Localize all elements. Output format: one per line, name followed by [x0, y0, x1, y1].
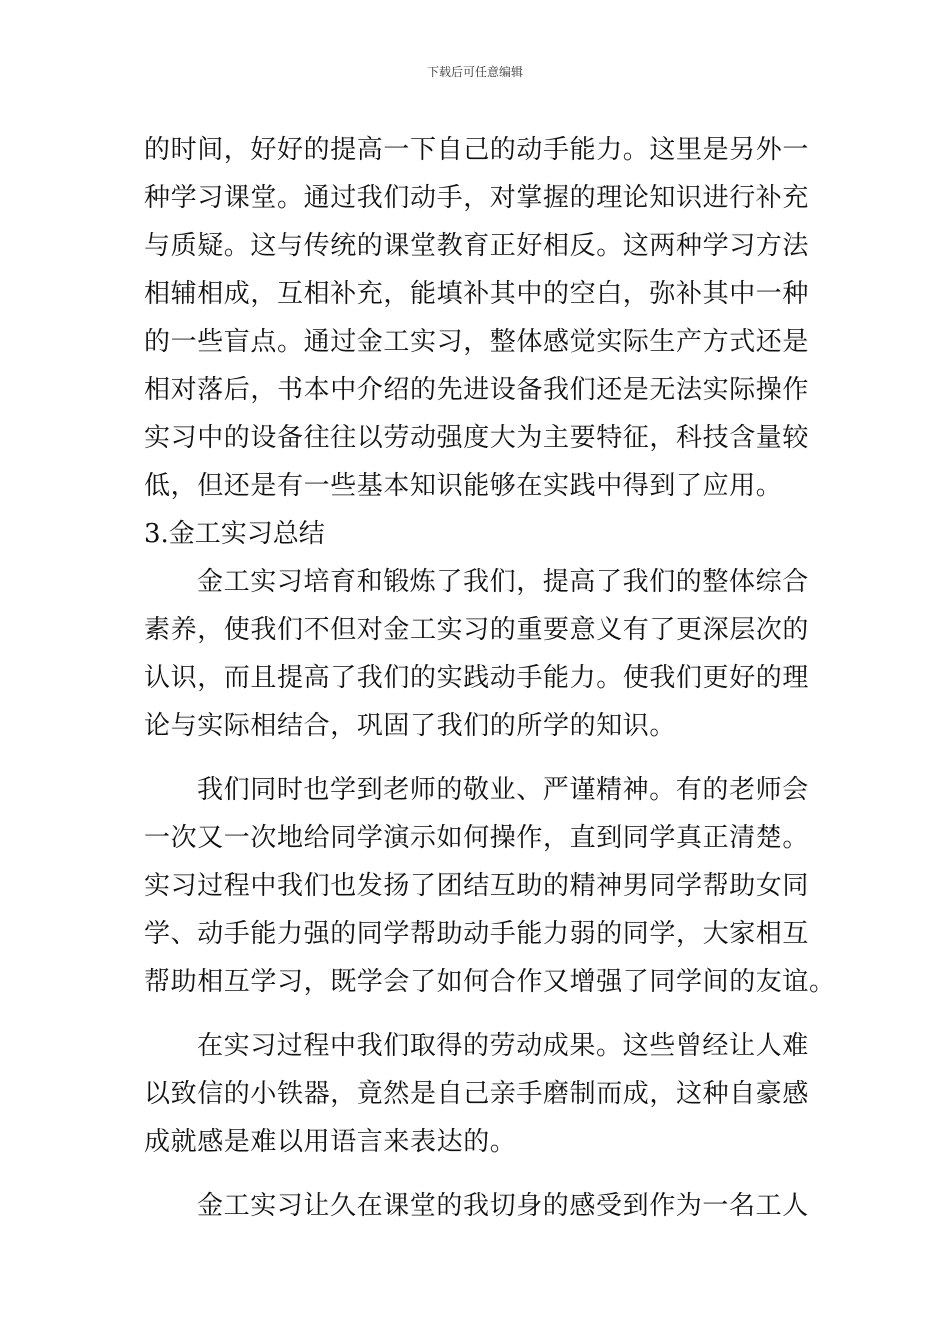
- text-line: 相辅相成，互相补充，能填补其中的空白，弥补其中一种: [144, 279, 810, 309]
- text-line: 认识，而且提高了我们的实践动手能力。使我们更好的理: [144, 663, 810, 693]
- text-line: 学、动手能力强的同学帮助动手能力弱的同学，大家相互: [144, 919, 810, 949]
- text-line: 素养，使我们不但对金工实习的重要意义有了更深层次的: [144, 615, 810, 645]
- text-line: 金工实习让久在课堂的我切身的感受到作为一名工人: [197, 1191, 809, 1221]
- text-line: 成就感是难以用语言来表达的。: [144, 1127, 517, 1157]
- paragraph: [144, 1022, 808, 1166]
- paragraph: [144, 766, 836, 1006]
- text-line: 低，但还是有一些基本知识能够在实践中得到了应用。: [144, 471, 783, 501]
- document-body: [144, 126, 836, 1230]
- paragraph: [144, 558, 808, 750]
- text-line: 的一些盲点。通过金工实习，整体感觉实际生产方式还是: [144, 327, 810, 357]
- text-line: 我们同时也学到老师的敬业、严谨精神。有的老师会: [197, 775, 809, 805]
- text-line: 与质疑。这与传统的课堂教育正好相反。这两种学习方法: [144, 231, 810, 261]
- text-line: 金工实习培育和锻炼了我们，提高了我们的整体综合: [197, 567, 809, 597]
- text-line: 以致信的小铁器，竟然是自己亲手磨制而成，这种自豪感: [144, 1079, 810, 1109]
- page-header: 下载后可任意编辑: [426, 65, 523, 79]
- text-line: 相对落后，书本中介绍的先进设备我们还是无法实际操作: [144, 375, 810, 405]
- text-line: 一次又一次地给同学演示如何操作，直到同学真正清楚。: [144, 823, 810, 853]
- text-line: 论与实际相结合，巩固了我们的所学的知识。: [144, 711, 677, 741]
- text-line: 实习中的设备往往以劳动强度大为主要特征，科技含量较: [144, 423, 810, 453]
- text-line: 帮助相互学习，既学会了如何合作又增强了同学间的友谊。: [144, 967, 836, 997]
- section-heading: 3.金工实习总结: [144, 519, 325, 549]
- text-line: 的时间，好好的提高一下自己的动手能力。这里是另外一: [144, 135, 810, 165]
- text-line: 实习过程中我们也发扬了团结互助的精神男同学帮助女同: [144, 871, 810, 901]
- paragraph: [144, 1182, 808, 1230]
- text-line: 种学习课堂。通过我们动手，对掌握的理论知识进行补充: [144, 183, 810, 213]
- paragraph: [144, 126, 808, 510]
- text-line: 在实习过程中我们取得的劳动成果。这些曾经让人难: [197, 1031, 809, 1061]
